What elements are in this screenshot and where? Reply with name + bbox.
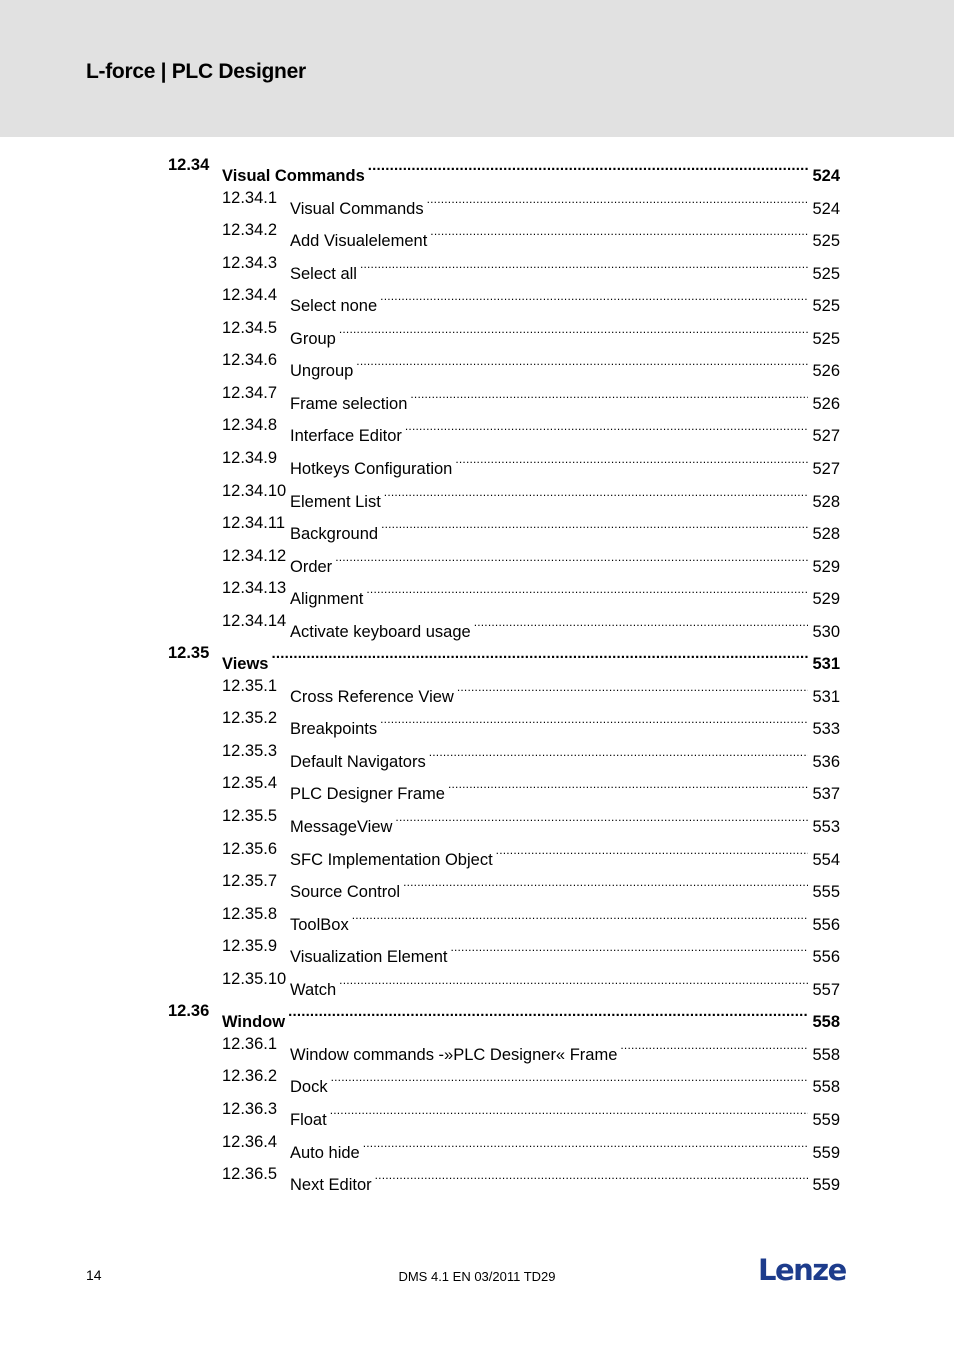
toc-entry-page: 555 (812, 883, 840, 902)
dot-leader (330, 1093, 809, 1125)
dot-leader (430, 214, 808, 246)
toc-entry-title: Default Navigators (290, 752, 426, 771)
dot-leader (271, 637, 808, 669)
toc-entry-page: 527 (812, 459, 840, 478)
toc-entry-number: 12.34.6 (222, 351, 278, 370)
toc-entry-number: 12.34.4 (222, 286, 278, 305)
toc-entry-page: 558 (812, 1013, 840, 1032)
toc-entry-number: 12.35.2 (222, 709, 278, 728)
toc-entry-number: 12.35.8 (222, 904, 278, 923)
toc-entry-number: 12.35.3 (222, 741, 278, 760)
toc-entry-title: PLC Designer Frame (290, 785, 445, 804)
dot-leader (450, 930, 808, 962)
toc-subsection-entry[interactable] (0, 767, 954, 804)
toc-entry-page: 553 (812, 818, 840, 836)
dot-leader (335, 540, 808, 572)
toc-entry-number: 12.34.10 (222, 481, 287, 500)
dot-leader (363, 1126, 809, 1158)
toc-entry-number: 12.34.5 (222, 318, 278, 337)
toc-entry-title: Select none (290, 297, 378, 316)
document-info: DMS 4.1 EN 03/2011 TD29 (398, 1269, 556, 1284)
dot-leader (429, 735, 809, 767)
toc-entry-page: 558 (812, 1045, 840, 1064)
dot-leader (405, 409, 809, 441)
dot-leader (380, 279, 808, 311)
toc-subsection-entry[interactable] (0, 442, 954, 478)
dot-leader (375, 1158, 809, 1190)
toc-entry-title: Visualization Element (290, 948, 448, 967)
toc-subsection-entry[interactable] (0, 800, 954, 836)
toc-subsection-entry[interactable] (0, 1158, 954, 1195)
toc-entry-title: Order (290, 557, 333, 576)
toc-entry-title: Window commands -»PLC Designer« Frame (290, 1045, 618, 1064)
toc-entry-page: 525 (812, 329, 840, 348)
dot-leader (457, 670, 809, 702)
toc-entry-title: Next Editor (290, 1176, 372, 1195)
toc-entry-title: Element List (290, 492, 381, 511)
toc-entry-page: 525 (812, 264, 840, 283)
toc-entry-title: Float (290, 1110, 327, 1129)
toc-entry-number: 12.35 (168, 644, 210, 663)
toc-entry-page: 559 (812, 1143, 840, 1162)
toc-entry-page: 558 (812, 1078, 840, 1097)
toc-entry-number: 12.34 (168, 156, 210, 174)
dot-leader (448, 767, 808, 799)
dot-leader (410, 377, 808, 409)
dot-leader (339, 312, 809, 344)
toc-entry-title: Breakpoints (290, 720, 378, 739)
toc-entry-title: Cross Reference View (290, 687, 454, 706)
toc-entry-title: Frame selection (290, 394, 408, 413)
toc-entry-number: 12.36.2 (222, 1067, 278, 1086)
toc-entry-page: 528 (812, 525, 840, 544)
toc-subsection-entry[interactable] (0, 540, 954, 576)
toc-entry-title: MessageView (290, 818, 393, 836)
toc-subsection-entry[interactable] (0, 214, 954, 251)
dot-leader (380, 702, 808, 734)
toc-entry-number: 12.36.1 (222, 1034, 278, 1053)
toc-entry-title: Source Control (290, 883, 401, 902)
toc-entry-number: 12.34.1 (222, 188, 278, 207)
toc-entry-number: 12.36.5 (222, 1165, 278, 1184)
toc-entry-title: Hotkeys Configuration (290, 459, 453, 478)
dot-leader (381, 507, 808, 539)
toc-subsection-entry[interactable] (0, 475, 954, 511)
dot-leader (368, 149, 809, 181)
dot-leader (288, 995, 808, 1027)
toc-entry-title: Views (222, 655, 269, 674)
toc-entry-number: 12.34.2 (222, 221, 278, 240)
toc-entry-line (290, 1158, 840, 1201)
dot-leader (395, 800, 808, 832)
toc-entry-title: Auto hide (290, 1143, 360, 1162)
toc-entry-title: Background (290, 525, 379, 544)
dot-leader (384, 475, 809, 507)
toc-section-entry[interactable] (0, 149, 954, 185)
toc-subsection-entry[interactable] (0, 833, 954, 869)
toc-entry-page: 556 (812, 915, 840, 934)
toc-subsection-entry[interactable] (0, 605, 954, 641)
toc-entry-page: 557 (812, 980, 840, 999)
toc-subsection-entry[interactable] (0, 312, 954, 348)
toc-entry-title: Add Visualelement (290, 232, 428, 251)
toc-entry-page: 536 (812, 752, 840, 771)
toc-section-entry[interactable] (0, 995, 954, 1032)
toc-entry-page: 533 (812, 720, 840, 739)
toc-entry-number: 12.34.14 (222, 611, 287, 630)
toc-entry-number: 12.34.13 (222, 579, 287, 598)
dot-leader (620, 1028, 808, 1060)
toc-subsection-entry[interactable] (0, 572, 954, 609)
toc-entry-page: 556 (812, 948, 840, 967)
toc-subsection-entry[interactable] (0, 1093, 954, 1129)
toc-entry-number: 12.36.3 (222, 1099, 278, 1118)
toc-entry-title: Window (222, 1013, 286, 1032)
dot-leader (356, 344, 808, 376)
toc-subsection-entry[interactable] (0, 182, 954, 218)
toc-subsection-entry[interactable] (0, 735, 954, 771)
toc-entry-page: 524 (812, 167, 840, 185)
toc-section-entry[interactable] (0, 637, 954, 674)
toc-entry-title: Group (290, 329, 336, 348)
toc-entry-number: 12.34.7 (222, 383, 278, 402)
toc-entry-title: Interface Editor (290, 427, 402, 446)
dot-leader (366, 572, 808, 604)
toc-subsection-entry[interactable] (0, 1028, 954, 1064)
toc-subsection-entry[interactable] (0, 279, 954, 316)
toc-subsection-entry[interactable] (0, 702, 954, 739)
toc-entry-number: 12.34.3 (222, 253, 278, 272)
toc-entry-title: Select all (290, 264, 357, 283)
toc-subsection-entry[interactable] (0, 865, 954, 902)
toc-entry-page: 525 (812, 297, 840, 316)
toc-entry-page: 531 (812, 687, 840, 706)
page-number: 14 (86, 1267, 102, 1283)
toc-subsection-entry[interactable] (0, 344, 954, 381)
document-title: L-force | PLC Designer (86, 60, 306, 83)
toc-entry-page: 554 (812, 850, 840, 869)
toc-entry-title: Dock (290, 1078, 328, 1097)
toc-entry-number: 12.34.8 (222, 416, 278, 435)
dot-leader (352, 898, 809, 930)
toc-entry-page: 524 (812, 199, 840, 218)
toc-entry-number: 12.36 (168, 1002, 210, 1021)
toc-entry-title: Visual Commands (290, 199, 424, 218)
toc-entry-number: 12.35.4 (222, 774, 278, 793)
toc-entry-number: 12.35.6 (222, 839, 278, 858)
toc-entry-title: Visual Commands (222, 167, 365, 185)
toc-entry-page: 559 (812, 1110, 840, 1129)
toc-entry-title: Alignment (290, 590, 364, 609)
toc-entry-page: 530 (812, 622, 840, 641)
toc-subsection-entry[interactable] (0, 247, 954, 283)
toc-entry-title: Ungroup (290, 362, 354, 381)
toc-entry-number: 12.35.1 (222, 676, 278, 695)
toc-entry-number: 12.35.7 (222, 872, 278, 891)
toc-entry-page: 527 (812, 427, 840, 446)
toc-entry-page: 525 (812, 232, 840, 251)
header-band (0, 0, 954, 137)
toc-subsection-entry[interactable] (0, 1126, 954, 1162)
toc-entry-page: 526 (812, 362, 840, 381)
toc-subsection-entry[interactable] (0, 409, 954, 446)
toc-subsection-entry[interactable] (0, 377, 954, 413)
toc-entry-page: 526 (812, 394, 840, 413)
toc-entry-page: 528 (812, 492, 840, 511)
toc-subsection-entry[interactable] (0, 1060, 954, 1097)
toc-entry-page: 559 (812, 1176, 840, 1195)
toc-entry-page: 529 (812, 590, 840, 609)
toc-entry-number: 12.34.9 (222, 448, 278, 467)
dot-leader (331, 1060, 809, 1092)
toc-subsection-entry[interactable] (0, 963, 954, 999)
toc-entry-title: Watch (290, 980, 337, 999)
toc-entry-number: 12.34.11 (222, 514, 286, 533)
toc-subsection-entry[interactable] (0, 507, 954, 544)
dot-leader (496, 833, 809, 865)
dot-leader (427, 182, 809, 214)
toc-entry-page: 529 (812, 557, 840, 576)
toc-entry-page: 537 (812, 785, 840, 804)
toc-entry-number: 12.35.10 (222, 969, 287, 988)
dot-leader (339, 963, 808, 995)
toc-entry-title: Activate keyboard usage (290, 622, 471, 641)
dot-leader (360, 247, 809, 279)
toc-subsection-entry[interactable] (0, 670, 954, 706)
dot-leader (474, 605, 809, 637)
lenze-logo: Lenze (758, 1253, 846, 1287)
toc-entry-number: 12.35.5 (222, 807, 278, 825)
toc-entry-title: SFC Implementation Object (290, 850, 493, 869)
dot-leader (403, 865, 808, 897)
toc-entry-number: 12.35.9 (222, 937, 278, 956)
toc-entry-page: 531 (812, 655, 840, 674)
toc-subsection-entry[interactable] (0, 898, 954, 934)
toc-entry-number: 12.36.4 (222, 1132, 278, 1151)
toc-subsection-entry[interactable] (0, 930, 954, 967)
toc-entry-number: 12.34.12 (222, 546, 287, 565)
dot-leader (455, 442, 808, 474)
toc-entry-title: ToolBox (290, 915, 349, 934)
